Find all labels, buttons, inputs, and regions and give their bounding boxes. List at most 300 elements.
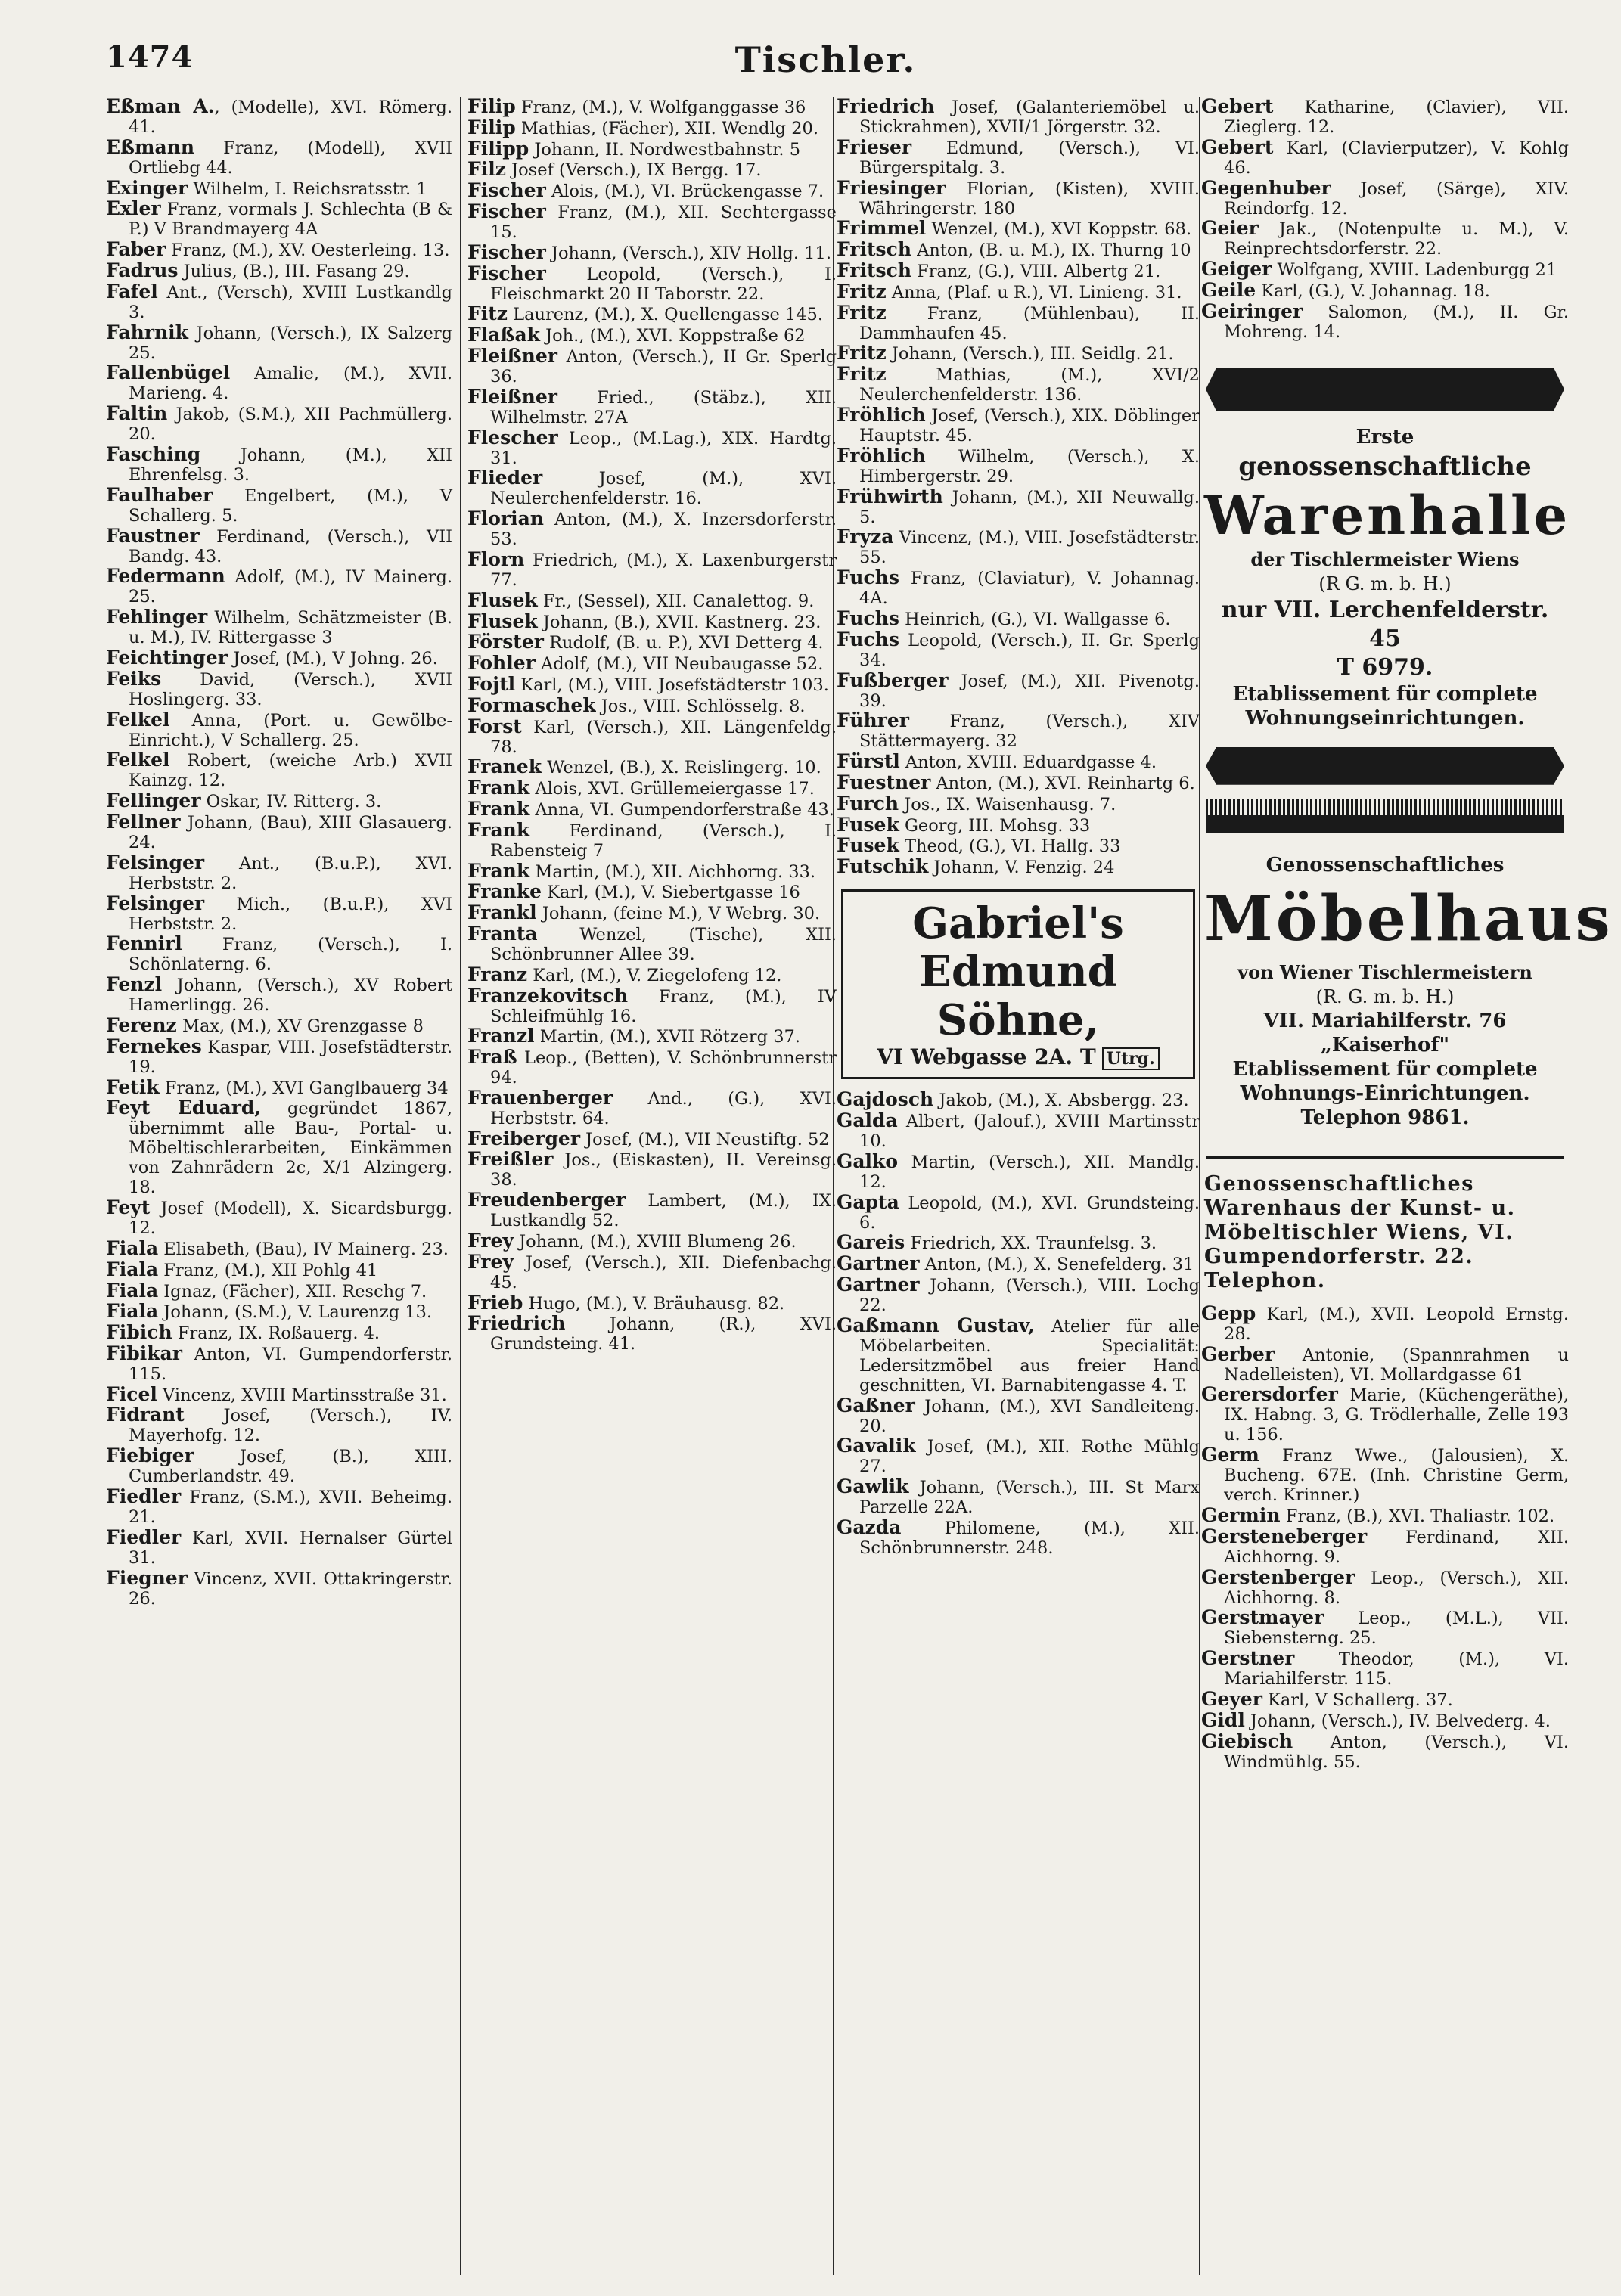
- directory-entry: [467, 965, 837, 985]
- directory-entry: [106, 363, 452, 403]
- entry-details: Albert, (Jalouf.), XVIII Martinsstr 10.: [859, 1111, 1200, 1151]
- entry-surname: Franta: [467, 922, 538, 945]
- directory-entry: [106, 1037, 452, 1077]
- directory-entry: [467, 1088, 837, 1128]
- entry-details: Franz, (Modell), XVII Ortliebg 44.: [129, 138, 452, 178]
- entry-details: Franz, (Versch.), XIV Stättermayerg. 32: [859, 712, 1200, 752]
- directory-entry: [1201, 97, 1569, 137]
- directory-entry: [467, 632, 837, 653]
- entry-details: Georg, III. Mohsg. 33: [899, 815, 1091, 836]
- entry-details: Antonie, (Spannrahmen u Nadelleisten), VI. Mollardgasse 61: [1224, 1345, 1569, 1385]
- directory-entry: [467, 986, 837, 1026]
- entry-details: Leop., (M.L.), VII. Siebensterng. 25.: [1224, 1609, 1569, 1649]
- entry-surname: Gartner: [837, 1273, 920, 1295]
- entry-surname: Flieder: [467, 467, 543, 489]
- directory-entry: [467, 97, 837, 117]
- directory-entry: [1201, 1503, 1569, 1526]
- entry-details: Johann, (M.), XII Ehrenfelsg. 3.: [129, 445, 452, 485]
- directory-entry: [837, 303, 1200, 343]
- directory-entry: [467, 882, 837, 902]
- entry-details: Franz, (M.), XII. Sechtergasse 15.: [490, 202, 837, 242]
- ad-moebelhaus: [1201, 853, 1613, 1130]
- entry-surname: Friedrich: [837, 95, 935, 117]
- directory-entry: [467, 693, 837, 716]
- entry-details: Vincenz, XVII. Ottakringerstr. 26.: [129, 1568, 452, 1609]
- directory-entry: [467, 181, 837, 201]
- entry-surname: Franz: [467, 963, 528, 985]
- entry-details: Johann, (feine M.), V Webrg. 30.: [536, 904, 821, 924]
- entry-details: Franz, (Mühlenbau), II. Dammhaufen 45.: [859, 303, 1200, 343]
- directory-entry: [467, 717, 837, 757]
- directory-entry: [837, 282, 1200, 303]
- entry-details: Martin, (M.), XVII Rötzerg 37.: [534, 1027, 800, 1047]
- entry-surname: Frank: [467, 818, 530, 841]
- directory-entry: [1201, 1445, 1569, 1505]
- directory-entry: [467, 799, 837, 820]
- ad-moebelhaus-address: VII. Mariahilferstr. 76 „Kaiserhof": [1263, 1009, 1507, 1056]
- ad-moebelhaus-phone: Telephon 9861.: [1300, 1106, 1470, 1129]
- ad-moebelhaus-line3: von Wiener Tischlermeistern: [1237, 960, 1532, 983]
- entry-surname: Fritz: [837, 363, 887, 386]
- entry-surname: Frankl: [467, 901, 537, 924]
- entry-details: Anton, (M.), X. Inzersdorferstr. 53.: [490, 510, 837, 550]
- entry-surname: Forst: [467, 715, 522, 737]
- directory-entry: [106, 282, 452, 322]
- entry-surname: Feyt Eduard,: [106, 1097, 262, 1119]
- entry-surname: Fellner: [106, 810, 181, 833]
- directory-entry: [837, 1152, 1200, 1192]
- entry-surname: Fischer: [467, 262, 546, 284]
- entry-surname: Filip: [467, 116, 516, 138]
- entry-surname: Gerber: [1201, 1342, 1275, 1365]
- entry-details: Anton, (Versch.), II Gr. Sperlg 36.: [490, 346, 837, 386]
- entry-details: Alois, XVI. Grüllemeiergasse 17.: [529, 779, 815, 799]
- directory-entry: [106, 710, 452, 750]
- entry-details: Martin, (Versch.), XII. Mandlg. 12.: [859, 1152, 1200, 1192]
- entry-surname: Felsinger: [106, 892, 205, 914]
- entry-details: Robert, (weiche Arb.) XVII Kainzg. 12.: [129, 751, 452, 791]
- entry-details: Josef, (Galanteriemöbel u. Stickrahmen), XVII/1 Jörgerstr. 32.: [859, 98, 1200, 137]
- entry-surname: Geiger: [1201, 258, 1272, 281]
- directory-entry: [106, 975, 452, 1015]
- entry-surname: Frank: [467, 859, 530, 882]
- directory-entry: [837, 365, 1200, 405]
- entry-surname: Frühwirth: [837, 485, 943, 507]
- entry-details: Oskar, IV. Ritterg. 3.: [200, 792, 382, 812]
- column-4-entries-bottom: [1201, 1304, 1569, 1772]
- entry-surname: Eßmann: [106, 135, 195, 158]
- directory-entry: [467, 1231, 837, 1252]
- directory-entry: [106, 1525, 452, 1568]
- directory-entry: [106, 934, 452, 974]
- entry-details: Josef, (M.), V Johng. 26.: [227, 648, 438, 669]
- entry-details: Jakob, (M.), X. Absbergg. 23.: [933, 1091, 1189, 1111]
- entry-surname: Faltin: [106, 402, 168, 425]
- entry-surname: Fischer: [467, 179, 546, 202]
- entry-details: Josef, (Versch.), XII. Diefenbachg. 45.: [490, 1252, 837, 1292]
- entry-surname: Fuchs: [837, 566, 899, 589]
- entry-surname: Exinger: [106, 176, 188, 199]
- entry-details: Friedrich, XX. Traunfelsg. 3.: [905, 1233, 1157, 1254]
- directory-entry: [467, 612, 837, 632]
- entry-surname: Gaßner: [837, 1394, 915, 1416]
- directory-entry: [467, 1047, 837, 1087]
- directory-entry: [467, 778, 837, 799]
- directory-entry: [837, 446, 1200, 486]
- entry-details: Kaspar, VIII. Josefstädterstr. 19.: [129, 1037, 452, 1077]
- directory-entry: [1201, 1565, 1569, 1608]
- directory-entry: [837, 1111, 1200, 1151]
- entry-surname: Felkel: [106, 749, 170, 771]
- entry-surname: Fuestner: [837, 771, 931, 793]
- directory-entry: [467, 757, 837, 777]
- entry-details: Anton, (M.), X. Senefelderg. 31: [919, 1255, 1194, 1275]
- directory-entry: [837, 97, 1200, 137]
- decorative-stripe: [1206, 799, 1564, 815]
- directory-entry: [467, 1293, 837, 1314]
- entry-surname: Förster: [467, 631, 544, 653]
- entry-details: Johann, (Versch.), III. Seidlg. 21.: [886, 344, 1174, 365]
- entry-surname: Futschik: [837, 855, 929, 878]
- entry-details: Wilhelm, I. Reichsratsstr. 1: [188, 178, 427, 199]
- directory-entry: [106, 1568, 452, 1609]
- entry-details: Florian, (Kisten), XVIII. Währingerstr. 180: [859, 178, 1200, 219]
- directory-entry: [1201, 1608, 1569, 1648]
- ad-gabriel-name: Gabriel's Edmund: [912, 898, 1124, 998]
- directory-entry: [467, 387, 837, 427]
- entry-details: Franz, (S.M.), XVII. Beheimg. 21.: [129, 1488, 452, 1528]
- ad-moebelhaus-line1: Genossenschaftliches: [1265, 853, 1505, 877]
- entry-details: Marie, (Küchengeräthe), IX. Habng. 3, G. Trödlerhalle, Zelle 193 u. 156.: [1224, 1385, 1569, 1445]
- column-divider: [460, 97, 461, 2275]
- column-4-entries-top: [1201, 97, 1569, 342]
- directory-entry: [106, 97, 452, 137]
- entry-surname: Flescher: [467, 426, 558, 448]
- entry-details: Vincenz, (M.), VIII. Josefstädterstr. 55.: [859, 528, 1200, 568]
- entry-surname: Gerstmayer: [1201, 1606, 1324, 1629]
- directory-entry: [837, 711, 1200, 751]
- entry-surname: Filz: [467, 158, 506, 181]
- entry-surname: Fürstl: [837, 750, 900, 773]
- entry-details: Johann, (S.M.), V. Laurenzg 13.: [158, 1302, 433, 1323]
- entry-surname: Geyer: [1201, 1687, 1262, 1710]
- entry-details: Leop., (M.Lag.), XIX. Hardtg. 31.: [490, 428, 837, 468]
- entry-surname: Fallenbügel: [106, 361, 231, 384]
- entry-details: Wolfgang, XVIII. Ladenburgg 21: [1272, 260, 1557, 281]
- entry-surname: Freiberger: [467, 1127, 580, 1150]
- entry-surname: Geier: [1201, 217, 1259, 240]
- directory-entry: [467, 1252, 837, 1292]
- entry-details: Johann, V. Fenzig. 24: [928, 858, 1115, 878]
- entry-surname: Filip: [467, 95, 516, 117]
- entry-details: Leopold, (M.), XVI. Grundsteing. 6.: [859, 1193, 1200, 1233]
- entry-details: Leopold, (Versch.), II. Gr. Sperlg 34.: [859, 630, 1200, 670]
- entry-details: Edmund, (Versch.), VI. Bürgerspitalg. 3.: [859, 138, 1200, 178]
- entry-details: Karl, (G.), V. Johannag. 18.: [1256, 281, 1490, 301]
- directory-entry: [1201, 219, 1569, 259]
- entry-surname: Frey: [467, 1230, 514, 1252]
- entry-surname: Fennirl: [106, 932, 182, 955]
- directory-entry: [837, 815, 1200, 836]
- entry-details: Leopold, (Versch.), I. Fleischmarkt 20 II Taborstr. 22.: [490, 264, 837, 304]
- ad-gabriel-tag: Utrg.: [1102, 1047, 1160, 1070]
- entry-surname: Gerstner: [1201, 1647, 1295, 1670]
- directory-entry: [106, 1446, 452, 1486]
- entry-details: Franz, (M.), IV Schleifmühlg 16.: [490, 986, 837, 1026]
- entry-surname: Fiala: [106, 1300, 159, 1323]
- entry-surname: Fiegner: [106, 1566, 188, 1589]
- entry-details: Philomene, (M.), XII. Schönbrunnerstr. 248.: [859, 1518, 1200, 1558]
- entry-surname: Fojtl: [467, 672, 516, 695]
- entry-surname: Fellinger: [106, 790, 201, 812]
- entry-details: Hugo, (M.), V. Bräuhausg. 82.: [523, 1293, 785, 1314]
- entry-surname: Fuchs: [837, 607, 899, 629]
- entry-surname: Frieser: [837, 135, 912, 158]
- entry-surname: Geiringer: [1201, 299, 1303, 322]
- directory-entry: [106, 404, 452, 444]
- entry-details: Karl, (M.), V. Ziegelofeng 12.: [527, 965, 782, 985]
- entry-details: Joh., (M.), XVI. Koppstraße 62: [539, 326, 806, 346]
- entry-details: Johann, (Versch.), XV Robert Hamerlingg. 26.: [129, 976, 452, 1016]
- ad-warenhalle-line2: genossenschaftliche: [1238, 451, 1532, 482]
- ad-warenhalle-line1: Erste: [1355, 425, 1414, 448]
- directory-entry: [837, 630, 1200, 670]
- entry-surname: Freißler: [467, 1148, 554, 1171]
- entry-surname: Formaschek: [467, 693, 596, 716]
- directory-entry: [837, 240, 1200, 260]
- entry-details: Johann, (M.), XII Neuwallg. 5.: [859, 487, 1200, 527]
- entry-surname: Freudenberger: [467, 1189, 626, 1212]
- entry-details: Karl, V Schallerg. 37.: [1262, 1689, 1453, 1710]
- entry-surname: Gerstenberger: [1201, 1565, 1355, 1588]
- entry-surname: Fitz: [467, 303, 508, 325]
- entry-surname: Fraß: [467, 1046, 517, 1069]
- ad-warenhalle-line4: der Tischlermeister Wiens: [1250, 548, 1520, 570]
- entry-details: Franz, (B.), XVI. Thaliastr. 102.: [1280, 1506, 1555, 1526]
- directory-entry: [837, 1090, 1200, 1110]
- entry-surname: Fiala: [106, 1279, 159, 1302]
- entry-surname: Fenzl: [106, 973, 163, 996]
- entry-surname: Fiedler: [106, 1485, 182, 1508]
- directory-entry: [106, 1344, 452, 1384]
- entry-surname: Feiks: [106, 667, 162, 690]
- directory-entry: [837, 487, 1200, 527]
- directory-entry: [837, 1254, 1200, 1274]
- entry-surname: Gazda: [837, 1516, 902, 1538]
- ad-warenhalle-phone: T 6979.: [1337, 653, 1433, 681]
- entry-details: Franz, (Versch.), I. Schönlaterng. 6.: [129, 935, 452, 975]
- entry-details: Elisabeth, (Bau), IV Mainerg. 23.: [158, 1239, 449, 1259]
- directory-entry: [837, 1190, 1200, 1233]
- entry-details: Amalie, (M.), XVII. Marieng. 4.: [129, 364, 452, 404]
- directory-entry: [106, 199, 452, 239]
- ad-moebelhaus-desc: Etablissement für complete Wohnungs-Einrichtungen.: [1232, 1057, 1538, 1105]
- directory-entry: [106, 669, 452, 709]
- directory-entry: [106, 1281, 452, 1302]
- directory-entry: [106, 607, 452, 647]
- directory-entry: [837, 794, 1200, 814]
- directory-entry: [106, 1302, 452, 1322]
- page-header: [106, 39, 1545, 85]
- entry-details: , (Modelle), XVI. Römerg. 41.: [129, 98, 452, 137]
- entry-surname: Germ: [1201, 1444, 1259, 1466]
- entry-details: Franz, (M.), XVI Ganglbauerg 34: [159, 1078, 449, 1098]
- entry-details: Anton, (B. u. M.), IX. Thurng 10: [911, 240, 1191, 261]
- entry-surname: Frauenberger: [467, 1086, 613, 1109]
- entry-surname: Fröhlich: [837, 444, 926, 467]
- entry-surname: Fleißner: [467, 385, 557, 408]
- entry-surname: Friesinger: [837, 176, 946, 199]
- entry-surname: Gavalik: [837, 1435, 916, 1457]
- entry-details: Karl, XVII. Hernalser Gürtel 31.: [129, 1528, 452, 1568]
- entry-details: Anton, XVIII. Eduardgasse 4.: [899, 752, 1157, 773]
- directory-entry: [106, 1405, 452, 1445]
- entry-details: Theodor, (M.), VI. Mariahilferstr. 115.: [1224, 1649, 1569, 1689]
- entry-details: Anton, VI. Gumpendorferstr. 115.: [129, 1344, 452, 1384]
- directory-entry: [1201, 259, 1569, 280]
- entry-surname: Giebisch: [1201, 1730, 1293, 1752]
- entry-surname: Fritsch: [837, 238, 911, 261]
- entry-surname: Frank: [467, 777, 530, 799]
- entry-surname: Eßman A.: [106, 95, 215, 117]
- entry-surname: Fritsch: [837, 259, 911, 281]
- entry-surname: Germin: [1201, 1503, 1281, 1526]
- directory-entry: [467, 861, 837, 882]
- entry-surname: Faulhaber: [106, 483, 213, 506]
- entry-details: Jakob, (S.M.), XII Pachmüllerg. 20.: [129, 405, 452, 445]
- entry-details: Franz, vormals J. Schlechta (B & P.) V Brandmayerg 4A: [129, 200, 452, 240]
- entry-surname: Fehlinger: [106, 606, 208, 628]
- entry-surname: Fasching: [106, 442, 201, 465]
- entry-surname: Fusek: [837, 813, 899, 836]
- entry-details: Johann, (R.), XVI. Grundsteing. 41.: [490, 1314, 837, 1354]
- entry-details: Ferdinand, XII. Aichhorng. 9.: [1224, 1527, 1569, 1567]
- entry-details: Adolf, (M.), IV Mainerg. 25.: [129, 567, 452, 607]
- entry-surname: Fahrnik: [106, 321, 188, 343]
- entry-surname: Gaßmann Gustav,: [837, 1314, 1035, 1336]
- entry-surname: Fibikar: [106, 1342, 182, 1364]
- directory-entry: [1201, 1304, 1569, 1344]
- entry-details: Mathias, (Fächer), XII. Wendlg 20.: [515, 118, 818, 138]
- column-2: [467, 97, 837, 2275]
- entry-surname: Felsinger: [106, 851, 205, 873]
- page-number: 1474: [106, 39, 194, 75]
- directory-entry: [467, 468, 837, 508]
- entry-surname: Gebert: [1201, 95, 1274, 117]
- entry-details: Julius, (B.), III. Fasang 29.: [178, 261, 410, 281]
- ad-gabriel: [841, 889, 1195, 1079]
- directory-entry: [1201, 1649, 1569, 1689]
- entry-surname: Fafel: [106, 280, 158, 303]
- entry-surname: Galko: [837, 1150, 899, 1172]
- directory-entry: [467, 1190, 837, 1230]
- entry-details: Karl, (M.), VIII. Josefstädterstr 103.: [515, 675, 829, 695]
- entry-surname: Frieb: [467, 1291, 523, 1314]
- directory-entry: [467, 672, 837, 695]
- directory-entry: [106, 261, 452, 281]
- entry-surname: Gersteneberger: [1201, 1525, 1368, 1547]
- ad-warenhaus: Genossenschaftliches Warenhaus der Kunst- u. Möbeltischler Wiens, VI. Gumpendorferstr. 22. Telephon.: [1204, 1171, 1516, 1292]
- entry-details: Josef, (M.), VII Neustiftg. 52: [580, 1129, 830, 1150]
- entry-details: Johann, (Versch.), IV. Belvederg. 4.: [1244, 1711, 1551, 1731]
- entry-surname: Fischer: [467, 200, 546, 222]
- entry-surname: Fiedler: [106, 1525, 182, 1548]
- entry-surname: Gidl: [1201, 1708, 1245, 1731]
- entry-surname: Franke: [467, 880, 542, 903]
- directory-entry: [837, 752, 1200, 772]
- entry-details: Ferdinand, (Versch.), VII Bandg. 43.: [129, 526, 452, 566]
- entry-surname: Ferenz: [106, 1013, 177, 1036]
- directory-entry: [467, 903, 837, 923]
- directory-entry: [106, 750, 452, 790]
- entry-details: Rudolf, (B. u. P.), XVI Detterg 4.: [543, 633, 824, 653]
- decorative-bar: [1206, 815, 1564, 833]
- directory-entry: [467, 653, 837, 674]
- entry-details: Johann, (Versch.), XIV Hollg. 11.: [545, 243, 831, 263]
- entry-details: Ant., (Versch), XVIII Lustkandlg 3.: [129, 282, 452, 322]
- entry-surname: Flusek: [467, 588, 538, 611]
- entry-details: Adolf, (M.), VII Neubaugasse 52.: [535, 654, 824, 675]
- entry-details: Franz, (Claviatur), V. Johannag. 4A.: [859, 569, 1200, 609]
- column-3: [837, 97, 1200, 2275]
- directory-entry: [106, 1098, 452, 1197]
- directory-entry: [837, 609, 1200, 629]
- directory-entry: [1201, 278, 1569, 301]
- entry-details: Wilhelm, Schätzmeister (B. u. M.), IV. Rittergasse 3: [129, 608, 452, 648]
- entry-details: Anna, (Plaf. u R.), VI. Linieng. 31.: [886, 282, 1182, 303]
- directory-entry: [467, 509, 837, 549]
- directory-entry: [1201, 1689, 1569, 1710]
- directory-entry: [837, 527, 1200, 567]
- entry-details: Fried., (Stäbz.), XII. Wilhelmstr. 27A: [490, 387, 837, 427]
- entry-surname: Feyt: [106, 1196, 151, 1219]
- directory-entry: [1201, 135, 1569, 178]
- entry-details: gegründet 1867, übernimmt alle Bau-, Portal- u. Möbeltischlerarbeiten, Einkämmen von Zahnrädern 2c, X/1 Alzingerg. 18.: [129, 1099, 452, 1198]
- directory-entry: [837, 219, 1200, 239]
- decorative-bar: [1206, 368, 1564, 411]
- entry-details: Theod, (G.), VI. Hallg. 33: [899, 836, 1121, 857]
- directory-entry: [467, 118, 837, 138]
- directory-entry: [106, 178, 452, 199]
- entry-details: Jos., (Eiskasten), II. Vereinsg. 38.: [490, 1150, 837, 1190]
- ad-gabriel-address-text: VI Webgasse 2A. T: [877, 1044, 1096, 1070]
- directory-entry: [1201, 1342, 1569, 1385]
- ad-warenhalle-desc: Etablissement für complete Wohnungseinrichtungen.: [1232, 682, 1538, 730]
- entry-details: Franz Wwe., (Jalousien), X. Bucheng. 67E. (Inh. Christine Germ, verch. Krinner.): [1224, 1446, 1569, 1506]
- directory-entry: [106, 1013, 452, 1036]
- entry-surname: Fernekes: [106, 1035, 202, 1057]
- entry-surname: Fritz: [837, 342, 887, 365]
- directory-entry: [106, 566, 452, 607]
- ad-moebelhaus-line4: (R. G. m. b. H.): [1315, 985, 1455, 1007]
- entry-details: Anna, (Port. u. Gewölbe-Einricht.), V Schallerg. 25.: [129, 710, 452, 750]
- directory-entry: [837, 1396, 1200, 1436]
- entry-details: Franz, IX. Roßauerg. 4.: [172, 1323, 380, 1344]
- column-1: [106, 97, 452, 2275]
- directory-entry: [106, 648, 452, 669]
- entry-details: Josef, (M.), XVI. Neulerchenfelderstr. 16.: [490, 469, 837, 509]
- entry-surname: Friedrich: [467, 1312, 566, 1335]
- directory-entry: [837, 773, 1200, 793]
- entry-surname: Fleißner: [467, 344, 557, 367]
- entry-details: Katharine, (Clavier), VII. Zieglerg. 12.: [1224, 98, 1569, 137]
- directory-entry: [837, 343, 1200, 364]
- entry-details: Johann, (Versch.), III. St Marx Parzelle 22A.: [859, 1478, 1200, 1518]
- entry-details: Ignaz, (Fächer), XII. Reschg 7.: [158, 1281, 427, 1302]
- entry-surname: Fußberger: [837, 669, 949, 691]
- directory-entry: [467, 550, 837, 590]
- entry-surname: Fibich: [106, 1321, 172, 1344]
